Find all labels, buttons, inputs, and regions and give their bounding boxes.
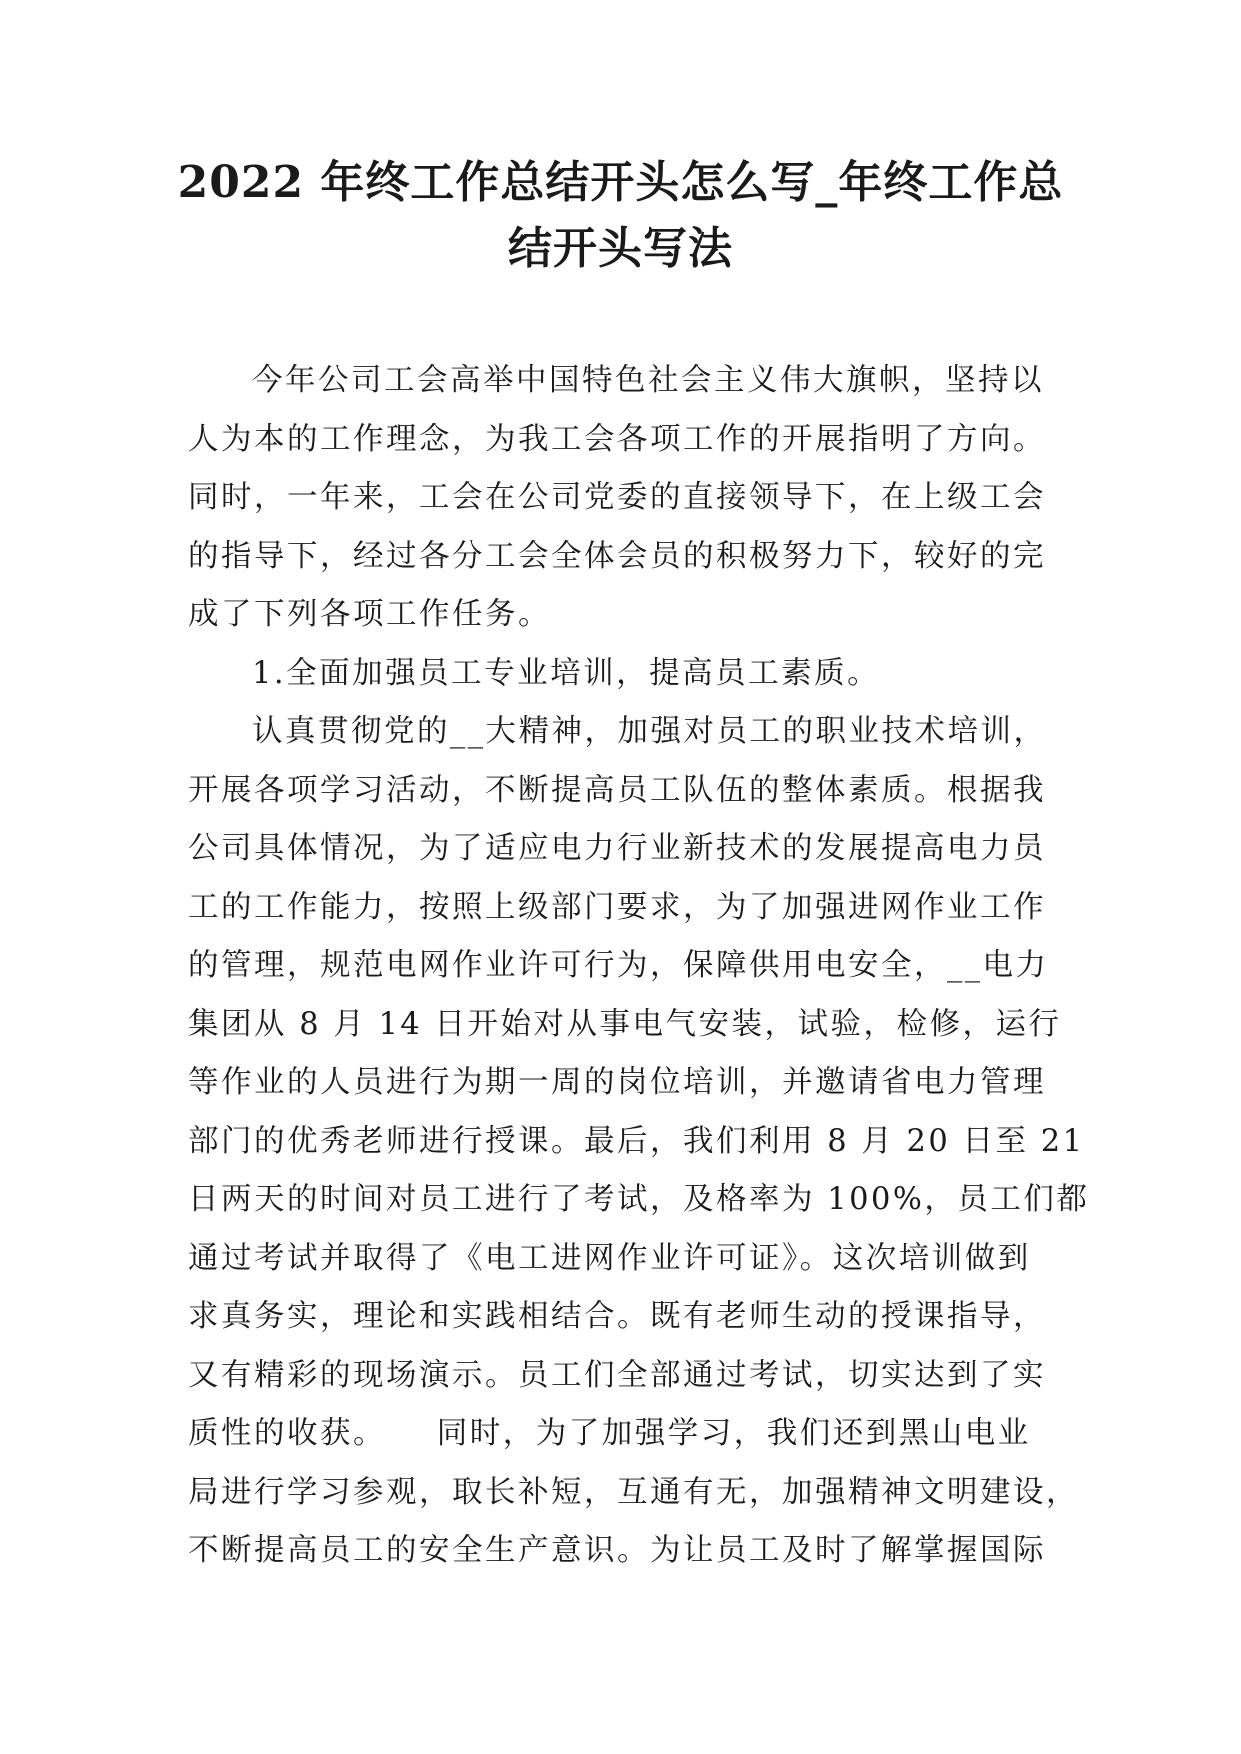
body-line: 部门的优秀老师进行授课。最后，我们利用 8 月 20 日至 21	[188, 1123, 1085, 1159]
body-line: 公司具体情况，为了适应电力行业新技术的发展提高电力员	[188, 831, 1046, 866]
title-line: 结开头写法	[508, 223, 733, 274]
body-line: 又有精彩的现场演示。员工们全部通过考试，切实达到了实	[188, 1357, 1046, 1393]
section-heading: 1.全面加强员工专业培训，提高员工素质。	[252, 655, 881, 691]
body-line: 求真务实，理论和实践相结合。既有老师生动的授课指导，	[188, 1299, 1046, 1334]
body-line: 通过考试并取得了《电工进网作业许可证》。这次培训做到	[188, 1240, 1031, 1276]
body-line: 同时，一年来，工会在公司党委的直接领导下，在上级工会	[188, 480, 1046, 515]
body-line: 日两天的时间对员工进行了考试，及格率为 100%，员工们都	[188, 1182, 1090, 1217]
body-line: 质性的收获。 同时，为了加强学习，我们还到黑山电业	[188, 1416, 1031, 1451]
title-line: 2022 年终工作总结开头怎么写_年终工作总	[177, 157, 1064, 208]
body-line: 局进行学习参观，取长补短，互通有无，加强精神文明建设，	[188, 1474, 1079, 1510]
document-title	[150, 150, 1091, 282]
body-line: 成了下列各项工作任务。	[188, 597, 551, 632]
body-line: 开展各项学习活动，不断提高员工队伍的整体素质。根据我	[188, 772, 1046, 808]
body-line: 今年公司工会高举中国特色社会主义伟大旗帜，坚持以	[252, 363, 1044, 398]
body-line: 不断提高员工的安全生产意识。为让员工及时了解掌握国际	[188, 1533, 1046, 1568]
body-line: 工的工作能力，按照上级部门要求，为了加强进网作业工作	[188, 889, 1046, 925]
body-line: 等作业的人员进行为期一周的岗位培训，并邀请省电力管理	[188, 1065, 1046, 1100]
body-line: 人为本的工作理念，为我工会各项工作的开展指明了方向。	[188, 421, 1046, 457]
body-line: 认真贯彻党的__大精神，加强对员工的职业技术培训，	[252, 714, 1047, 749]
body-line: 集团从 8 月 14 日开始对从事电气安装，试验，检修，运行	[188, 1006, 1062, 1042]
document-body	[188, 352, 1090, 1581]
body-line: 的指导下，经过各分工会全体会员的积极努力下，较好的完	[188, 538, 1046, 574]
body-line: 的管理，规范电网作业许可行为，保障供用电安全，__电力	[188, 948, 1049, 983]
